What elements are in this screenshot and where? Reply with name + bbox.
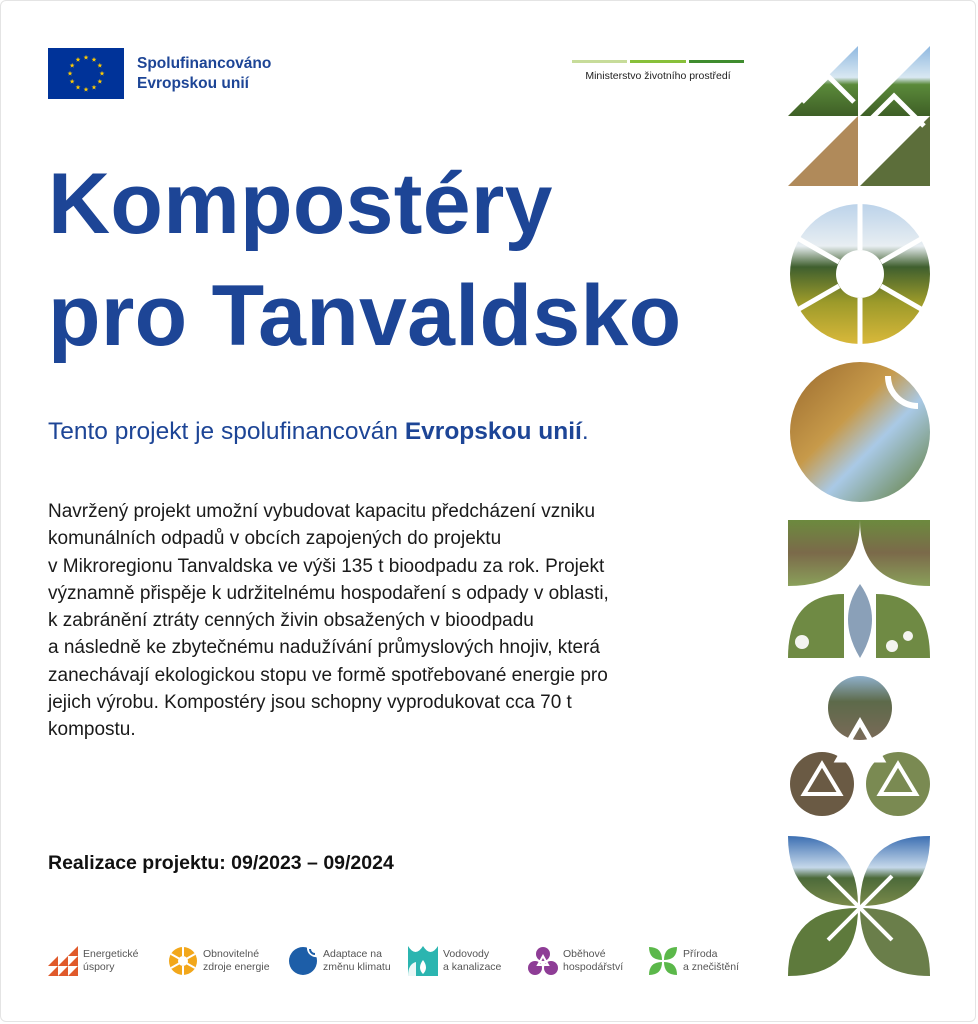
title-line1: Kompostéry bbox=[48, 156, 553, 252]
ministry-logo bbox=[572, 60, 744, 82]
category-nature-pollution bbox=[648, 946, 768, 976]
decorative-photo-column bbox=[788, 46, 933, 982]
category-label-line2: a znečištění bbox=[683, 961, 740, 973]
eu-logo bbox=[48, 48, 271, 99]
category-climate-adaptation bbox=[288, 946, 408, 976]
description-line: komunálních odpadů v obcích zapojených do projektu bbox=[48, 528, 502, 550]
ministry-color-bars bbox=[572, 60, 744, 63]
nature-pollution-icon bbox=[648, 946, 678, 976]
description-line: jejich výrobu. Kompostéry jsou schopny vyprodukovat cca 70 t bbox=[48, 692, 572, 714]
category-label bbox=[683, 948, 739, 975]
category-label-line2: hospodářství bbox=[563, 961, 624, 973]
description-line: a následně ke zbytečnému nadužívání průmyslových hnojiv, která bbox=[48, 637, 601, 659]
category-label bbox=[83, 948, 138, 975]
subtitle-bold: Evropskou unií bbox=[404, 418, 582, 445]
description-line: Navržený projekt umožní vybudovat kapacitu předcházení vzniku bbox=[48, 501, 596, 522]
eu-text-line2: Evropskou unií bbox=[137, 74, 249, 92]
category-circular-economy bbox=[528, 946, 648, 976]
eu-flag-icon bbox=[48, 48, 124, 99]
category-label-line1: Příroda bbox=[683, 947, 718, 960]
title-line2: pro Tanvaldsko bbox=[48, 268, 682, 364]
ministry-bar-dark bbox=[689, 60, 744, 63]
category-label bbox=[563, 948, 623, 975]
description-line: v Mikroregionu Tanvaldska ve výši 135 t bioodpadu za rok. Projekt bbox=[48, 555, 605, 577]
renewable-energy-icon bbox=[168, 946, 198, 976]
subtitle-prefix: Tento projekt je spolufinancován bbox=[48, 418, 405, 445]
category-label bbox=[443, 948, 501, 975]
description-line: kompostu. bbox=[48, 719, 136, 741]
triangle-block bbox=[788, 46, 930, 186]
eu-text-line1: Spolufinancováno bbox=[137, 54, 272, 72]
climate-adaptation-icon bbox=[288, 946, 318, 976]
category-label-line1: Adaptace na bbox=[323, 947, 382, 960]
category-label-line2: a kanalizace bbox=[443, 961, 502, 973]
eu-cofinanced-text bbox=[137, 54, 271, 94]
ministry-name: Ministerstvo životního prostředí bbox=[585, 70, 731, 82]
water-sewerage-icon bbox=[408, 946, 438, 976]
description-line: významně přispěje k udržitelnému hospodaření s odpady v oblasti, bbox=[48, 582, 609, 604]
category-label-line1: Obnovitelné bbox=[203, 947, 260, 960]
category-water-sewerage bbox=[408, 946, 528, 976]
category-label-line1: Oběhové bbox=[563, 947, 606, 960]
description-line: zanechávají ekologickou stopu ve formě spotřebované energie pro bbox=[48, 664, 608, 686]
category-label-line2: zdroje energie bbox=[203, 961, 270, 973]
category-renewable-energy bbox=[168, 946, 288, 976]
category-label-line1: Vodovody bbox=[443, 947, 490, 960]
category-energy-savings bbox=[48, 946, 168, 976]
category-label bbox=[203, 948, 270, 975]
description-line: k zabránění ztráty cenných živin obsažených v bioodpadu bbox=[48, 610, 534, 632]
ministry-bar-mid bbox=[630, 60, 685, 63]
subtitle bbox=[48, 418, 589, 446]
category-label-line2: změnu klimatu bbox=[323, 961, 391, 973]
subtitle-suffix: . bbox=[581, 418, 589, 445]
butterfly-leaves-block bbox=[788, 836, 930, 976]
category-label-line2: úspory bbox=[83, 961, 115, 973]
ministry-bar-light bbox=[572, 60, 627, 63]
category-legend bbox=[48, 946, 768, 976]
category-label bbox=[323, 948, 391, 975]
sun-circle-block bbox=[790, 204, 930, 344]
water-drop-block bbox=[788, 520, 930, 658]
category-label-line1: Energetické bbox=[83, 947, 139, 960]
circular-economy-icon bbox=[528, 946, 558, 976]
crescent-circle-block bbox=[790, 362, 930, 502]
page-title bbox=[48, 148, 681, 372]
three-circles-block bbox=[790, 676, 930, 816]
project-description bbox=[48, 498, 748, 744]
realization-period: Realizace projektu: 09/2023 – 09/2024 bbox=[48, 852, 394, 874]
energy-savings-icon bbox=[48, 946, 78, 976]
